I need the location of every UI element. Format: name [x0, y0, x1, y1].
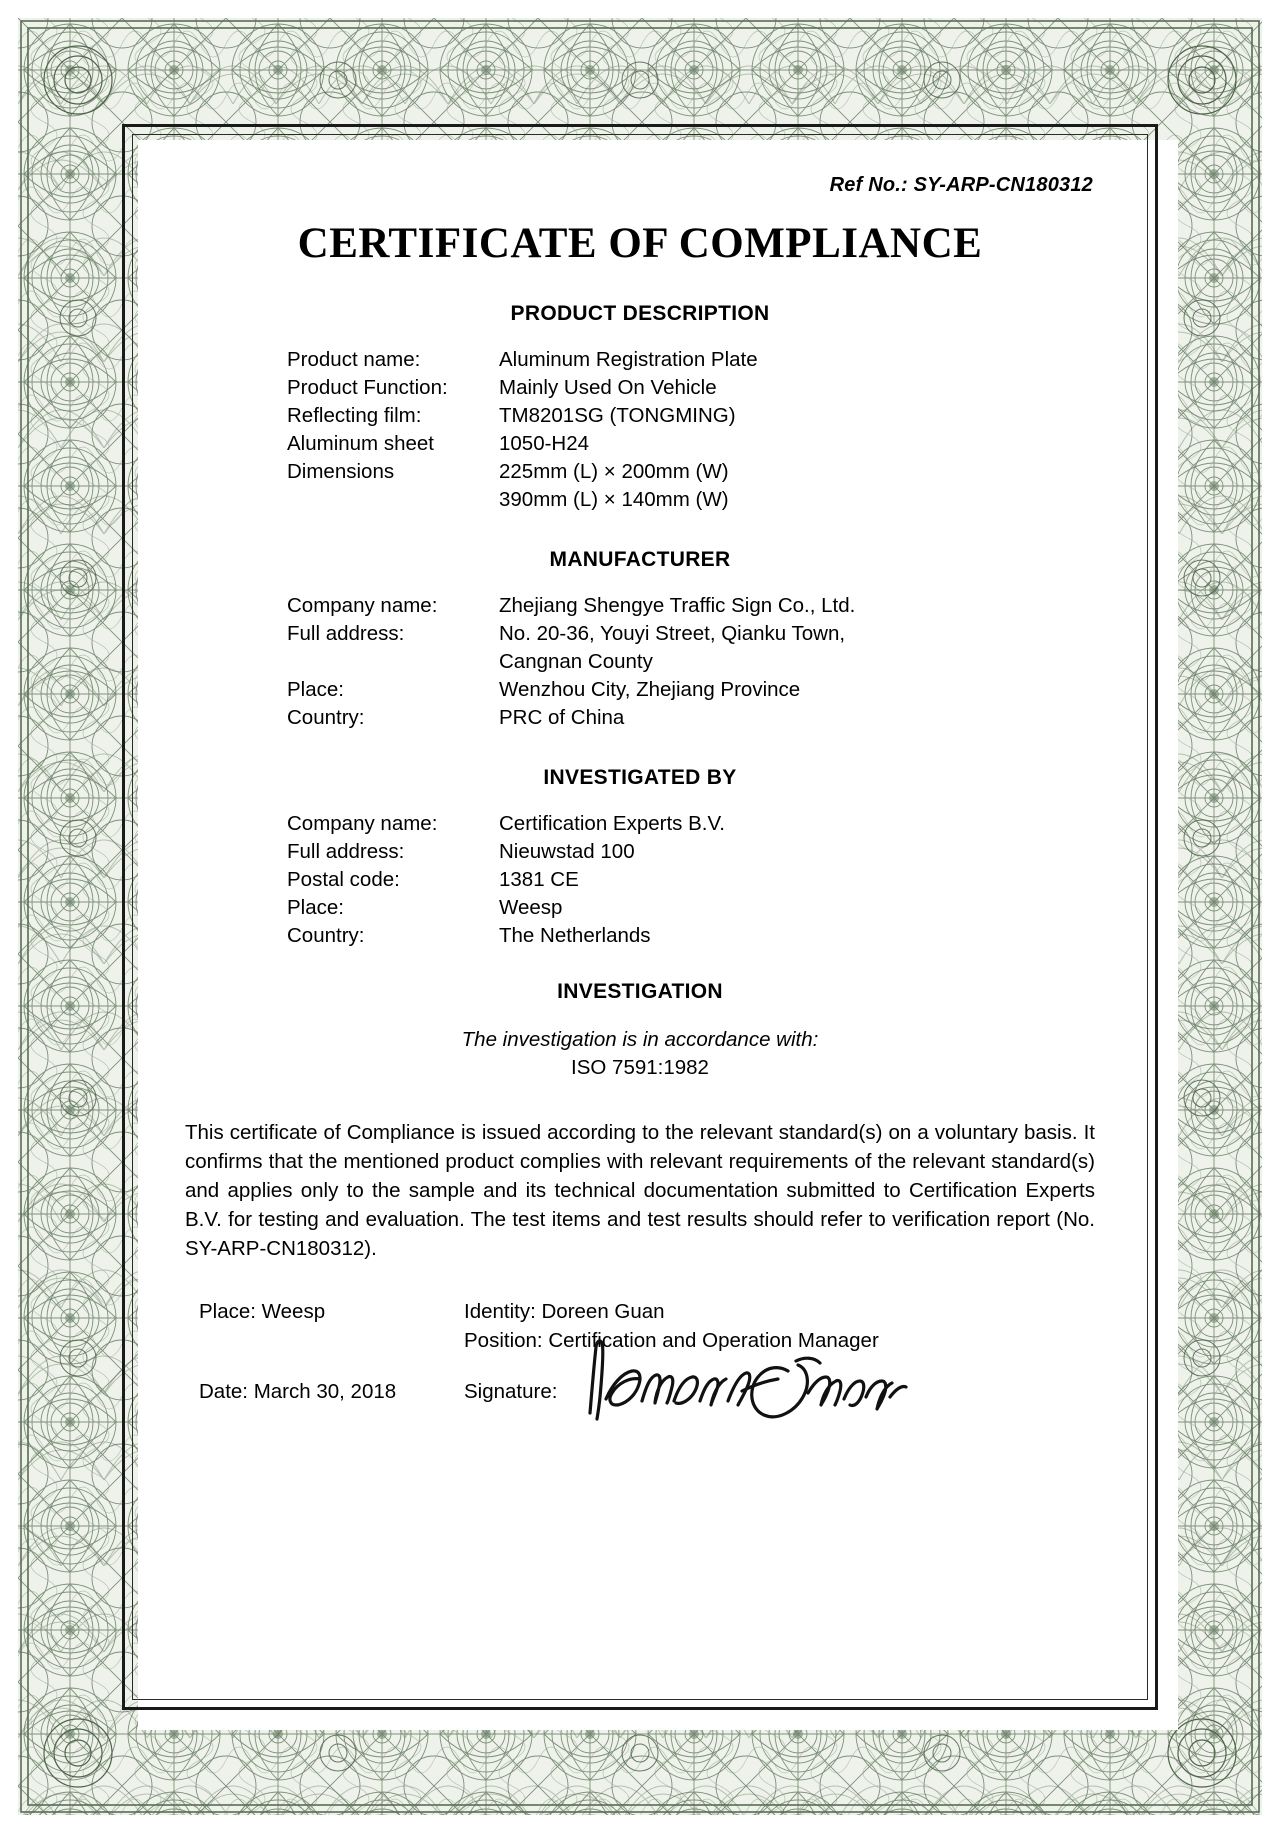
field-value: Nieuwstad 100 — [499, 840, 635, 863]
field-row-continuation — [287, 648, 1103, 676]
field-label: Product Function: — [287, 376, 448, 399]
field-label: Country: — [287, 706, 365, 729]
compliance-statement-paragraph: This certificate of Compliance is issued according to the relevant standard(s) on a voluntary basis. It confirms that the mentioned product complies with relevant requirements of the relevant standard(s) and applies only to the sample and its technical documentation submitted to Certification Experts B.V. for testing and evaluation. The test items and test results should refer to verification report (No. SY-ARP-CN180312). — [185, 1121, 1095, 1260]
field-value: 390mm (L) × 140mm (W) — [499, 488, 729, 511]
position-value: Position: Certification and Operation Manager — [464, 1329, 879, 1352]
field-label: Full address: — [287, 622, 405, 645]
field-value: Cangnan County — [499, 650, 653, 673]
section-heading-manufacturer: MANUFACTURER — [549, 548, 731, 571]
date-value: Date: March 30, 2018 — [199, 1380, 397, 1403]
field-label: Dimensions — [287, 460, 395, 483]
signature-block — [177, 1297, 1103, 1406]
field-value: Weesp — [499, 896, 563, 919]
investigation-standard: ISO 7591:1982 — [571, 1056, 709, 1079]
field-row — [287, 838, 1103, 866]
field-row — [287, 894, 1103, 922]
section-heading-investigation: INVESTIGATION — [557, 980, 723, 1003]
field-value: 1050-H24 — [499, 432, 590, 455]
field-label: Postal code: — [287, 868, 400, 891]
field-row — [287, 430, 1103, 458]
identity-value: Identity: Doreen Guan — [464, 1300, 665, 1323]
field-value: Wenzhou City, Zhejiang Province — [499, 678, 801, 701]
field-value: PRC of China — [499, 706, 625, 729]
field-label: Place: — [287, 896, 344, 919]
manufacturer-fields — [177, 592, 1103, 732]
field-value: TM8201SG (TONGMING) — [499, 404, 736, 427]
signature-row-position — [199, 1326, 1103, 1355]
field-value: Certification Experts B.V. — [499, 812, 725, 835]
field-row — [287, 346, 1103, 374]
field-row — [287, 866, 1103, 894]
place-value: Place: Weesp — [199, 1300, 326, 1323]
field-row — [287, 810, 1103, 838]
field-row — [287, 676, 1103, 704]
field-value: The Netherlands — [499, 924, 651, 947]
signature-row-date-signature — [199, 1377, 1103, 1406]
signature-spacer — [199, 1355, 1103, 1377]
page-title: CERTIFICATE OF COMPLIANCE — [297, 220, 983, 267]
signature-wrapper — [464, 1377, 557, 1406]
field-value: Zhejiang Shengye Traffic Sign Co., Ltd. — [499, 594, 856, 617]
field-label: Aluminum sheet — [287, 432, 434, 455]
investigation-lines — [177, 1026, 1103, 1082]
field-label: Company name: — [287, 812, 438, 835]
field-row — [287, 374, 1103, 402]
field-label: Country: — [287, 924, 365, 947]
certificate-content — [145, 150, 1135, 1684]
section-heading-product-description: PRODUCT DESCRIPTION — [510, 302, 770, 325]
field-row — [287, 402, 1103, 430]
field-value: 225mm (L) × 200mm (W) — [499, 460, 729, 483]
field-value: No. 20-36, Youyi Street, Qianku Town, — [499, 622, 846, 645]
reference-number: Ref No.: SY-ARP-CN180312 — [829, 174, 1093, 196]
field-label: Reflecting film: — [287, 404, 422, 427]
product-description-fields — [177, 346, 1103, 514]
investigated-by-fields — [177, 810, 1103, 950]
section-heading-investigated-by: INVESTIGATED BY — [543, 766, 737, 789]
signature-label: Signature: — [464, 1380, 558, 1403]
signature-area — [464, 1377, 1103, 1406]
investigation-accordance-text: The investigation is in accordance with: — [461, 1028, 819, 1051]
field-value: Mainly Used On Vehicle — [499, 376, 717, 399]
field-label: Full address: — [287, 840, 405, 863]
field-row — [287, 592, 1103, 620]
field-row — [287, 458, 1103, 486]
field-row — [287, 620, 1103, 648]
signature-row-place-identity — [199, 1297, 1103, 1326]
field-label: Product name: — [287, 348, 421, 371]
field-label: Company name: — [287, 594, 438, 617]
field-value: 1381 CE — [499, 868, 579, 891]
field-label: Place: — [287, 678, 344, 701]
field-row — [287, 922, 1103, 950]
field-value: Aluminum Registration Plate — [499, 348, 758, 371]
field-row — [287, 704, 1103, 732]
field-row-continuation — [287, 486, 1103, 514]
